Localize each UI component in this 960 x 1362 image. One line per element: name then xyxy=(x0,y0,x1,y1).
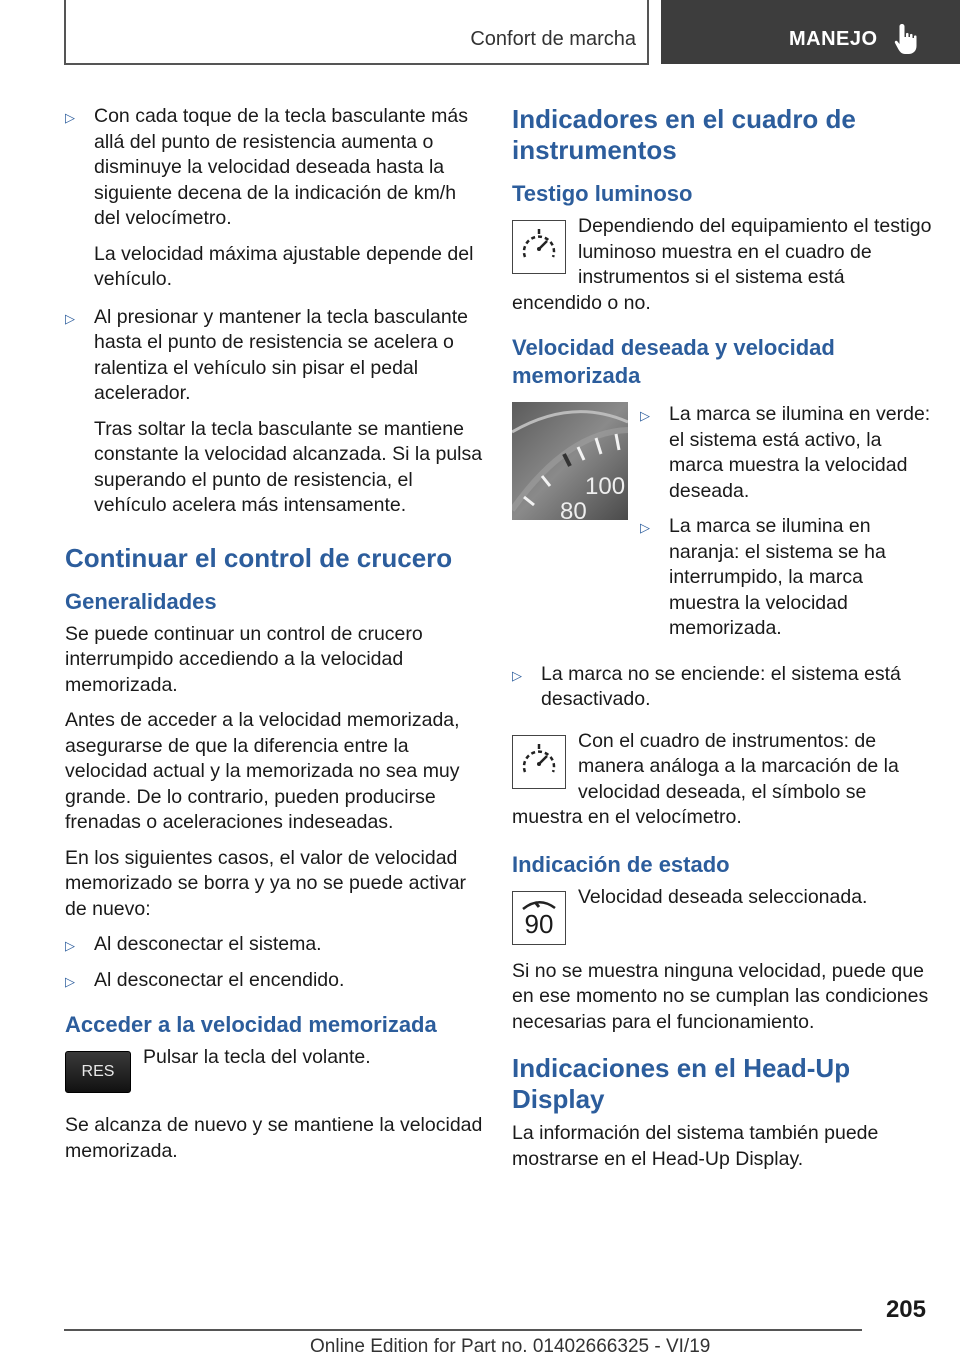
bullet-triangle-icon: ▷ xyxy=(640,408,650,423)
res-instruction-text: Pulsar la tecla del volante. xyxy=(143,1046,371,1068)
paragraph: Si no se muestra ninguna velocidad, puede que en ese momento no se cumplan las condiciones necesarias para el funcionamiento. xyxy=(512,959,929,1033)
bullet-triangle-icon: ▷ xyxy=(65,938,75,953)
page-number: 205 xyxy=(885,1296,926,1323)
set-speed-value: 90 xyxy=(524,908,554,939)
res-instruction xyxy=(65,1045,483,1103)
left-column xyxy=(65,104,483,1174)
list-item: ▷ La marca no se enciende: el sistema está desactivado. xyxy=(512,662,901,710)
list-item: ▷ La marca se ilumina en naranja: el sistema se ha interrumpido, la marca muestra la velocidad memorizada. xyxy=(640,515,886,639)
heading-access-memorized: Acceder a la velocidad memorizada xyxy=(65,1012,437,1037)
set-speed-display-icon xyxy=(512,891,566,945)
bullet-triangle-icon: ▷ xyxy=(65,310,75,326)
header-bottom-rule xyxy=(64,63,649,65)
footer-rule xyxy=(64,1329,862,1331)
heading-desired-speed: Velocidad deseada y velocidad memorizada xyxy=(512,335,835,388)
speed-arc-icon xyxy=(519,898,559,910)
header-section-title: Confort de marcha xyxy=(470,28,636,50)
paragraph: Se puede continuar un control de crucero interrumpido accediendo a la velocidad memorizada. xyxy=(65,622,423,696)
status-text: Velocidad deseada seleccionada. xyxy=(578,885,868,908)
bullet-triangle-icon: ▷ xyxy=(65,973,75,989)
header-left-rule xyxy=(64,0,66,64)
paragraph: La información del sistema también puede mostrarse en el Head-Up Display. xyxy=(512,1122,879,1170)
res-button-icon: RES xyxy=(65,1051,131,1093)
list-item: ▷ Con cada toque de la tecla basculante más allá del punto de resistencia aumenta o disminuye la velocidad deseada hasta la siguiente decena de la indicación de km/h del velocímetro. xyxy=(65,105,468,229)
bullet-triangle-icon: ▷ xyxy=(640,520,650,535)
paragraph: Tras soltar la tecla basculante se mantiene constante la velocidad alcanzada. Si la pulsa superando el punto de resistencia, el vehículo acelera más intensamente. xyxy=(94,417,483,516)
header-mid-rule xyxy=(647,0,649,64)
heading-continue-cruise: Continuar el control de crucero xyxy=(65,542,453,573)
bullet-triangle-icon: ▷ xyxy=(65,110,75,125)
header-chapter-tab xyxy=(661,0,960,64)
heading-indicators: Indicadores en el cuadro de instrumentos xyxy=(512,104,856,165)
gauge-info xyxy=(512,402,932,652)
paragraph: Se alcanza de nuevo y se mantiene la velocidad memorizada. xyxy=(65,1114,483,1162)
status-info xyxy=(512,885,932,949)
speedometer-gauge-image xyxy=(512,402,628,520)
list-item: ▷ La marca se ilumina en verde: el sistema está activo, la marca muestra la velocidad deseada. xyxy=(640,403,931,502)
warning-light-text: Dependiendo del equipamiento el testigo luminoso muestra en el cuadro de instrumentos si el sistema está encendido o no. xyxy=(512,215,932,314)
footer-edition-text: Online Edition for Part no. 01402666325 - VI/19 xyxy=(310,1336,711,1357)
header-chapter-label: MANEJO xyxy=(789,28,878,50)
cluster-text: Con el cuadro de instrumentos: de manera análoga a la marcación de la velocidad deseada, el símbolo se muestra en el velocímetro. xyxy=(512,729,899,828)
gauge-label-80: 80 xyxy=(560,498,587,520)
speedometer-icon xyxy=(512,735,566,789)
heading-warning-light: Testigo luminoso xyxy=(512,181,693,206)
cluster-info xyxy=(512,729,932,831)
heading-hud: Indicaciones en el Head-Up Display xyxy=(512,1053,851,1114)
speedometer-icon xyxy=(512,220,566,274)
heading-general: Generalidades xyxy=(65,588,217,614)
paragraph: Antes de acceder a la velocidad memorizada, asegurarse de que la diferencia entre la velocidad actual y la memorizada no sea muy grande. De lo contrario, pueden producirse frenadas o aceleraciones indeseadas. xyxy=(65,709,460,833)
right-column xyxy=(512,104,932,1182)
paragraph: En los siguientes casos, el valor de velocidad memorizado se borra y ya no se puede activar de nuevo: xyxy=(65,846,467,920)
warning-light-info xyxy=(512,214,932,316)
list-item: ▷ Al desconectar el sistema. xyxy=(65,932,483,958)
list-item: ▷ Al desconectar el encendido. xyxy=(65,968,483,994)
pointing-hand-icon xyxy=(893,22,921,56)
gauge-label-100: 100 xyxy=(585,473,626,500)
paragraph: La velocidad máxima ajustable depende del vehículo. xyxy=(94,242,474,290)
list-item: ▷ Al presionar y mantener la tecla basculante hasta el punto de resistencia se acelera o ralentiza el vehículo sin pisar el pedal acelerador. xyxy=(65,305,468,404)
gauge-bullets xyxy=(640,402,932,652)
heading-status: Indicación de estado xyxy=(512,851,730,877)
bullet-triangle-icon: ▷ xyxy=(512,667,522,683)
